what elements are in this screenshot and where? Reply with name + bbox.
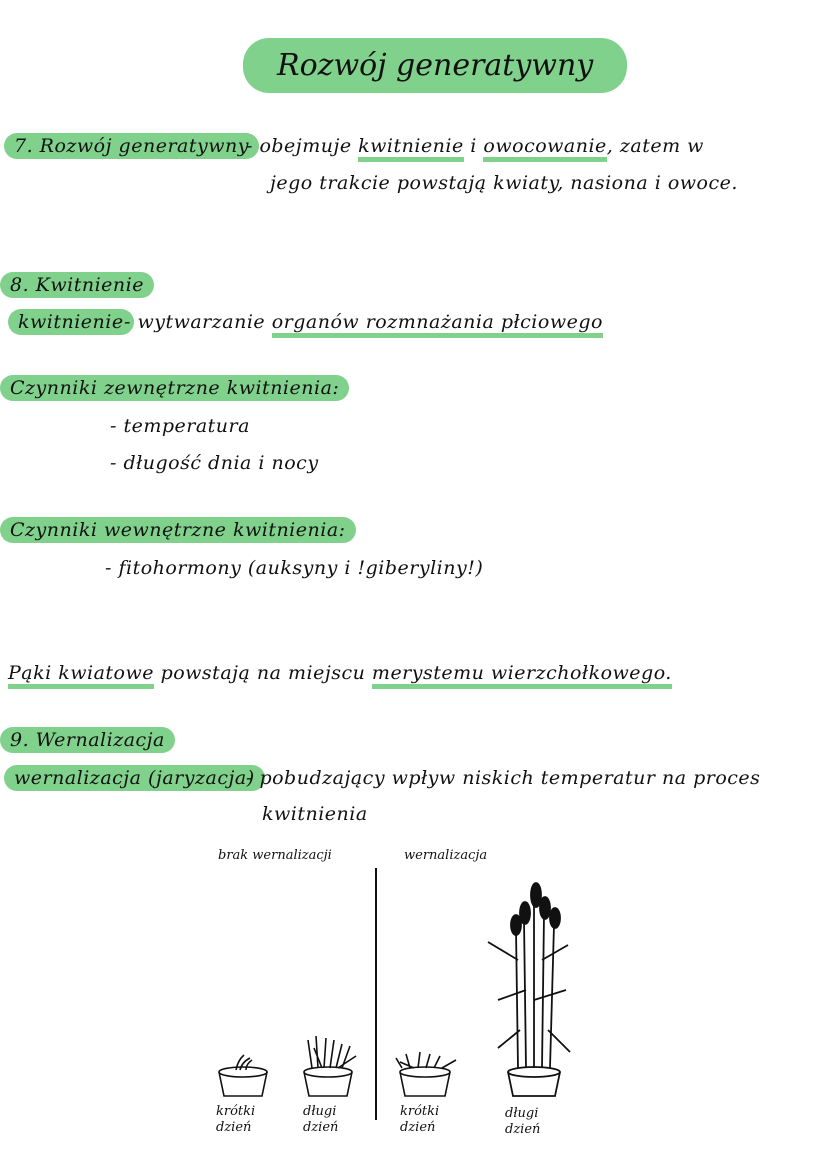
plant-pot-3: [396, 1052, 456, 1096]
term-kwitnienie: kwitnienie: [358, 135, 464, 162]
section-9-label: 9. Wernalizacja: [0, 727, 175, 753]
term-owocowanie: owocowanie: [483, 135, 606, 162]
plant-pot-4: [488, 883, 570, 1096]
term-wernalizacja-highlight: wernalizacja (jaryzacja): [4, 765, 265, 791]
pot-3-label-a: krótki: [400, 1104, 440, 1119]
section-9-definition-2: kwitnienia: [262, 803, 368, 825]
section-8-label: 8. Kwitnienie: [0, 272, 154, 298]
pot-1-label-a: krótki: [216, 1104, 256, 1119]
pot-2-label-b: dzień: [303, 1120, 339, 1135]
external-factor-item: - temperatura: [110, 415, 250, 437]
section-8-def: organów rozmnażania płciowego: [272, 311, 603, 338]
internal-factor-item: - fitohormony (auksyny i !giberyliny!): [105, 557, 484, 579]
pot-4-label-a: długi: [505, 1106, 539, 1121]
section-7-line-2: jego trakcie powstają kwiaty, nasiona i owoce.: [270, 172, 738, 194]
section-7-label: 7. Rozwój generatywny: [4, 133, 259, 159]
buds-middle: powstają na miejscu: [160, 662, 366, 684]
internal-factors-heading: Czynniki wewnętrzne kwitnienia:: [0, 517, 356, 543]
pot-4-label-b: dzień: [505, 1122, 541, 1137]
external-factor-item: - długość dnia i nocy: [110, 452, 319, 474]
conjunction: i: [470, 135, 477, 157]
term-paki-kwiatowe: Pąki kwiatowe: [8, 662, 154, 689]
figure-right-title: wernalizacja: [404, 848, 488, 863]
page-title: Rozwój generatywny: [243, 38, 627, 93]
plant-pot-2: [304, 1036, 356, 1096]
pot-2-label: [303, 1104, 338, 1136]
figure-left-title: brak wernalizacji: [218, 848, 332, 863]
pot-2-label-a: długi: [303, 1104, 337, 1119]
section-7-dash: - obejmuje: [246, 135, 352, 157]
term-kwitnienie-highlight: kwitnienie: [8, 309, 134, 335]
pot-3-label: [400, 1104, 439, 1136]
external-factors-heading: Czynniki zewnętrzne kwitnienia:: [0, 375, 349, 401]
pot-4-label: [505, 1106, 540, 1138]
section-9-definition: - pobudzający wpływ niskich temperatur na proces: [246, 767, 761, 789]
pot-1-label-b: dzień: [216, 1120, 252, 1135]
pot-1-label: [216, 1104, 255, 1136]
section-7-rest: , zatem w: [606, 135, 704, 157]
plant-pot-1: [219, 1055, 267, 1096]
term-merystem: merystemu wierzchołkowego.: [372, 662, 672, 689]
section-8-dash: - wytwarzanie: [124, 311, 266, 333]
pot-3-label-b: dzień: [400, 1120, 436, 1135]
